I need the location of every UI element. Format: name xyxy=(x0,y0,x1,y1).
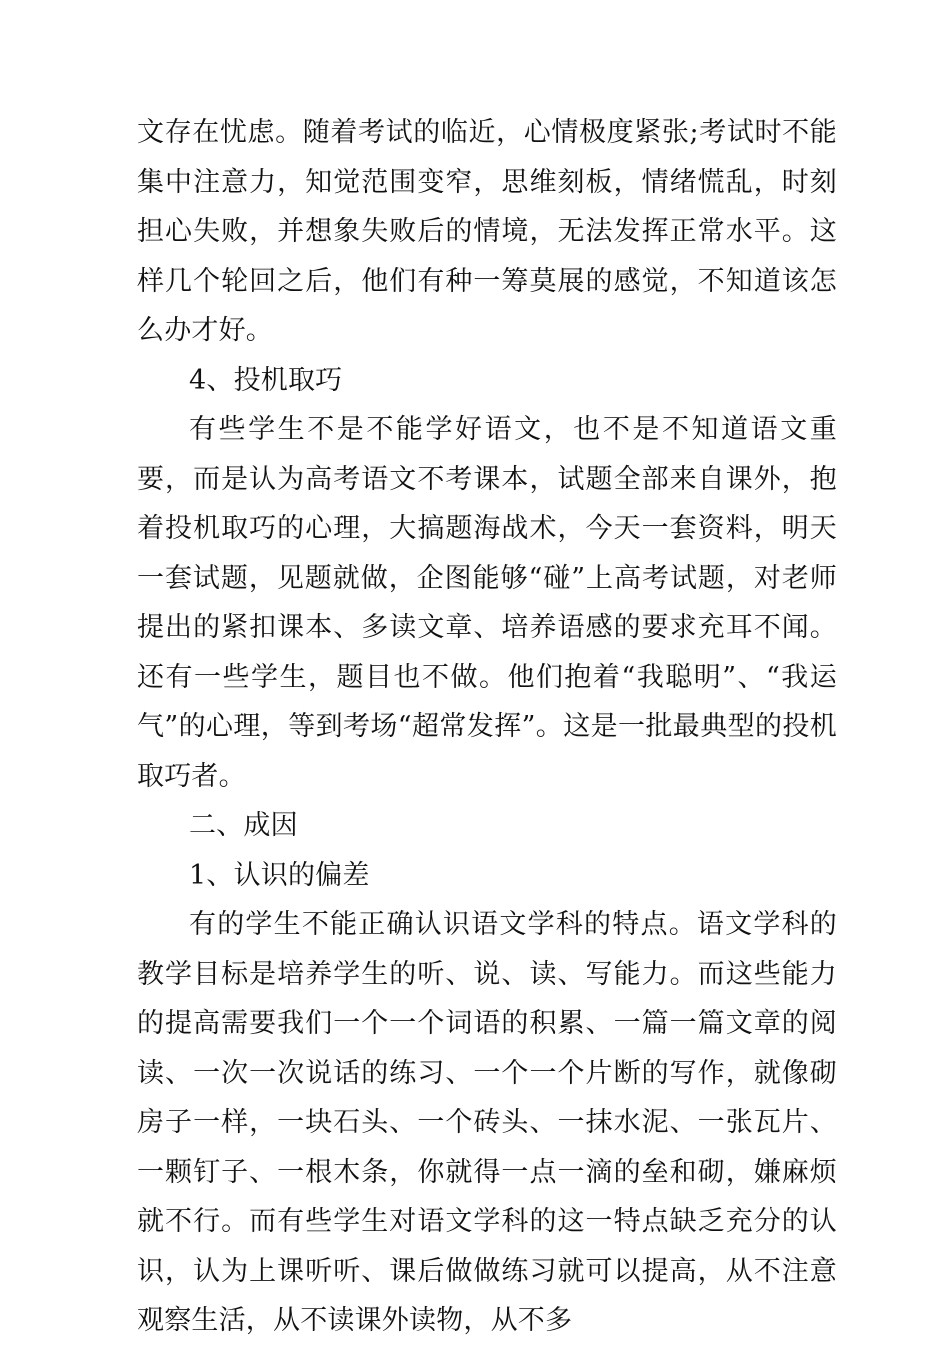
document-body xyxy=(137,108,837,1346)
paragraph-continued: 文存在忧虑。随着考试的临近，心情极度紧张;考试时不能集中注意力，知觉范围变窄，思维刻板，情绪慌乱，时刻担心失败，并想象失败后的情境，无法发挥正常水平。这样几个轮回之后，他们有种一筹莫展的感觉，不知道该怎么办才好。 xyxy=(137,117,837,346)
section-heading-speculation: 4、投机取巧 xyxy=(189,364,343,396)
paragraph-speculation: 有些学生不是不能学好语文，也不是不知道语文重要，而是认为高考语文不考课本，试题全部来自课外，抱着投机取巧的心理，大搞题海战术，今天一套资料，明天一套试题，见题就做，企图能够“碰”上高考试题，对老师提出的紧扣课本、多读文章、培养语感的要求充耳不闻。还有一些学生，题目也不做。他们抱着“我聪明”、“我运气”的心理，等到考场“超常发挥”。这是一批最典型的投机取巧者。 xyxy=(137,414,837,792)
paragraph-misunderstanding: 有的学生不能正确认识语文学科的特点。语文学科的教学目标是培养学生的听、说、读、写能力。而这些能力的提高需要我们一个一个词语的积累、一篇一篇文章的阅读、一次一次说话的练习、一个一个片断的写作，就像砌房子一样，一块石头、一个砖头、一抹水泥、一张瓦片、一颗钉子、一根木条，你就得一点一滴的垒和砌，嫌麻烦就不行。而有些学生对语文学科的这一特点缺乏充分的认识，认为上课听听、课后做做练习就可以提高，从不注意观察生活，从不读课外读物，从不多 xyxy=(137,909,837,1336)
section-heading-causes: 二、成因 xyxy=(189,810,298,841)
section-heading-misunderstanding: 1、认识的偏差 xyxy=(189,859,370,891)
